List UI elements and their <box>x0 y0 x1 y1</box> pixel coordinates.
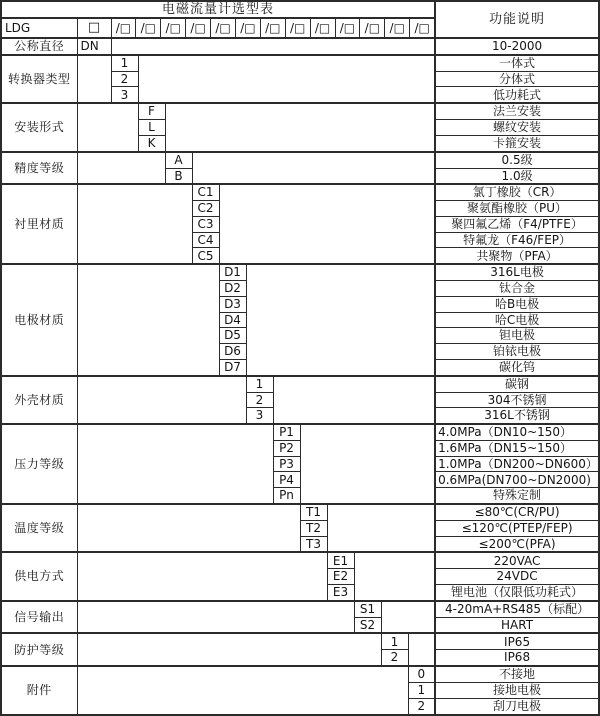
desc-cell: 法兰安装 <box>435 103 599 119</box>
section-row <box>1 601 599 617</box>
model-slash-box: /□ <box>261 19 286 37</box>
desc-cell: 0.6MPa(DN700~DN2000) <box>435 472 599 488</box>
code-cell: E1 <box>327 552 354 568</box>
blank-cell <box>77 152 165 185</box>
code-cell: P4 <box>273 472 300 488</box>
desc-cell: 铂铱电极 <box>435 344 599 360</box>
model-slash-box: /□ <box>336 19 361 37</box>
section-row <box>1 55 599 71</box>
desc-cell: 聚四氟乙烯（F4/PTFE） <box>435 216 599 232</box>
code-cell: 1 <box>111 55 138 71</box>
blank-cell <box>77 424 273 504</box>
category-label: 压力等级 <box>1 424 77 504</box>
blank-cell <box>381 601 435 634</box>
category-label: 转换器类型 <box>1 55 77 103</box>
blank-cell <box>111 38 435 55</box>
code-cell: 2 <box>111 71 138 87</box>
desc-cell: 碳化钨 <box>435 359 599 375</box>
blank-cell <box>77 103 138 151</box>
code-cell: 3 <box>246 408 273 424</box>
desc-cell: 钽电极 <box>435 328 599 344</box>
desc-cell: 316L不锈钢 <box>435 408 599 424</box>
desc-cell: 10-2000 <box>435 38 599 55</box>
model-slash-box: /□ <box>414 20 430 35</box>
desc-cell: 哈C电极 <box>435 312 599 328</box>
blank-cell <box>77 633 381 666</box>
desc-cell: 螺纹安装 <box>435 120 599 136</box>
section-row <box>1 424 599 440</box>
desc-cell: 分体式 <box>435 71 599 87</box>
section-row <box>1 152 599 168</box>
code-cell: C3 <box>192 216 219 232</box>
code-cell: D4 <box>219 312 246 328</box>
desc-cell: 不接地 <box>435 666 599 682</box>
code-cell: P1 <box>273 424 300 440</box>
desc-cell: 304不锈钢 <box>435 392 599 408</box>
selection-table-body <box>1 1 599 715</box>
function-header: 功能说明 <box>435 1 599 38</box>
model-first-box: □ <box>77 18 111 38</box>
code-cell: 1 <box>408 682 435 698</box>
blank-cell <box>300 424 435 504</box>
model-slash-box: /□ <box>360 19 385 37</box>
section-row <box>1 666 599 682</box>
blank-cell <box>77 184 192 264</box>
category-label: 精度等级 <box>1 152 77 185</box>
desc-cell: 聚氨酯橡胶（PU） <box>435 201 599 217</box>
desc-cell: 低功耗式 <box>435 87 599 103</box>
desc-cell: IP65 <box>435 633 599 649</box>
code-cell: 2 <box>408 698 435 715</box>
blank-cell <box>77 264 219 375</box>
category-label: 防护等级 <box>1 633 77 666</box>
code-cell: F <box>138 103 165 119</box>
blank-cell <box>77 552 327 600</box>
model-slash-box: /□ <box>112 19 137 37</box>
desc-cell: ≤200℃(PFA) <box>435 536 599 552</box>
section-row <box>1 376 599 392</box>
desc-cell: 碳钢 <box>435 376 599 392</box>
category-label: 信号输出 <box>1 601 77 634</box>
desc-cell: 特殊定制 <box>435 488 599 504</box>
code-cell: P2 <box>273 440 300 456</box>
code-cell: D5 <box>219 328 246 344</box>
code-cell: B <box>165 168 192 184</box>
desc-cell: 特氟龙（F46/FEP） <box>435 232 599 248</box>
code-cell: DN <box>77 38 111 55</box>
code-cell: 2 <box>246 392 273 408</box>
category-label: 温度等级 <box>1 504 77 552</box>
category-label: 供电方式 <box>1 552 77 600</box>
blank-cell <box>327 504 435 552</box>
desc-cell: 24VDC <box>435 569 599 585</box>
code-cell: D1 <box>219 264 246 280</box>
desc-cell: 4-20mA+RS485（标配） <box>435 601 599 617</box>
blank-cell <box>77 504 300 552</box>
blank-cell <box>77 55 111 103</box>
desc-cell: 刮刀电极 <box>435 698 599 715</box>
code-cell: E3 <box>327 584 354 600</box>
code-cell: P3 <box>273 456 300 472</box>
desc-cell: ≤120℃(PTEP/FEP) <box>435 520 599 536</box>
blank-cell <box>77 376 246 424</box>
code-cell: A <box>165 152 192 168</box>
section-row <box>1 504 599 520</box>
code-cell: D7 <box>219 359 246 375</box>
desc-cell: 钛合金 <box>435 281 599 297</box>
section-row <box>1 633 599 649</box>
desc-cell: 220VAC <box>435 552 599 568</box>
slash-boxes-strip <box>112 19 435 37</box>
desc-cell: 一体式 <box>435 55 599 71</box>
blank-cell <box>246 264 435 375</box>
desc-cell: 1.0级 <box>435 168 599 184</box>
desc-cell: ≤80℃(CR/PU) <box>435 504 599 520</box>
model-slash-boxes <box>111 18 435 38</box>
desc-cell: 1.6MPa（DN15~150） <box>435 440 599 456</box>
diameter-row <box>1 38 599 55</box>
model-slash-box: /□ <box>311 19 336 37</box>
blank-cell <box>219 184 435 264</box>
category-label: 附件 <box>1 666 77 715</box>
code-cell: 1 <box>381 633 408 649</box>
category-label: 安装形式 <box>1 103 77 151</box>
desc-cell: 卡箍安装 <box>435 135 599 151</box>
blank-cell <box>273 376 435 424</box>
code-cell: L <box>138 120 165 136</box>
blank-cell <box>77 666 408 715</box>
table-title: 电磁流量计选型表 <box>1 1 435 18</box>
desc-cell: HART <box>435 617 599 633</box>
model-slash-box: /□ <box>186 19 211 37</box>
code-cell: Pn <box>273 488 300 504</box>
category-label: 外壳材质 <box>1 376 77 424</box>
model-slash-box: /□ <box>211 19 236 37</box>
model-prefix: LDG <box>1 18 77 38</box>
model-slash-box: /□ <box>161 19 186 37</box>
code-cell: S1 <box>354 601 381 617</box>
code-cell: D2 <box>219 281 246 297</box>
code-cell: 0 <box>408 666 435 682</box>
desc-cell: 4.0MPa（DN10~150） <box>435 424 599 440</box>
code-cell: T2 <box>300 520 327 536</box>
code-cell: E2 <box>327 569 354 585</box>
desc-cell: 锂电池（仅限低功耗式） <box>435 584 599 600</box>
blank-cell <box>408 633 435 666</box>
code-cell: C4 <box>192 232 219 248</box>
blank-cell <box>165 103 435 151</box>
desc-cell: 哈B电极 <box>435 296 599 312</box>
title-row <box>1 1 599 18</box>
desc-cell: IP68 <box>435 650 599 666</box>
blank-cell <box>138 55 435 103</box>
desc-cell: 316L电极 <box>435 264 599 280</box>
desc-cell: 氯丁橡胶（CR） <box>435 184 599 200</box>
category-label: 电极材质 <box>1 264 77 375</box>
section-row <box>1 103 599 119</box>
model-slash-box: /□ <box>286 19 311 37</box>
desc-cell: 1.0MPa（DN200~DN600） <box>435 456 599 472</box>
model-slash-box: /□ <box>385 19 410 37</box>
code-cell: C1 <box>192 184 219 200</box>
code-cell: C5 <box>192 248 219 264</box>
section-row <box>1 264 599 280</box>
category-label: 衬里材质 <box>1 184 77 264</box>
code-cell: 3 <box>111 87 138 103</box>
blank-cell <box>354 552 435 600</box>
model-slash-box: /□ <box>136 19 161 37</box>
desc-cell: 0.5级 <box>435 152 599 168</box>
code-cell: 2 <box>381 650 408 666</box>
code-cell: S2 <box>354 617 381 633</box>
code-cell: D6 <box>219 344 246 360</box>
code-cell: C2 <box>192 201 219 217</box>
code-cell: 1 <box>246 376 273 392</box>
desc-cell: 接地电极 <box>435 682 599 698</box>
code-cell: K <box>138 135 165 151</box>
section-row <box>1 184 599 200</box>
category-label: 公称直径 <box>1 38 77 55</box>
section-row <box>1 552 599 568</box>
desc-cell: 共聚物（PFA） <box>435 248 599 264</box>
blank-cell <box>192 152 435 185</box>
code-cell: T3 <box>300 536 327 552</box>
blank-cell <box>77 601 354 634</box>
code-cell: T1 <box>300 504 327 520</box>
model-slash-box: /□ <box>236 19 261 37</box>
code-cell: D3 <box>219 296 246 312</box>
